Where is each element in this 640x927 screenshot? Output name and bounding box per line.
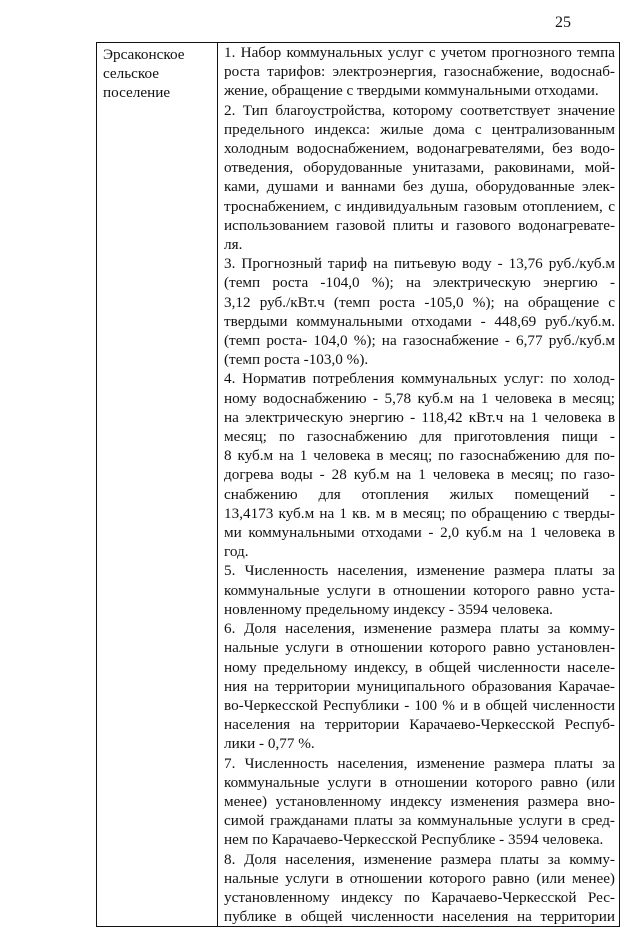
item-6-population-share bbox=[224, 619, 615, 753]
text-line: нальные услуги в отношении которого равно установлен- bbox=[224, 639, 615, 657]
text-line: использованием газовой плиты и газового водонагревате- bbox=[224, 216, 615, 234]
item-5-population-count bbox=[224, 561, 615, 619]
text-line: установленному индексу по Карачаево-Черкесской Рес- bbox=[224, 888, 615, 906]
item-1-utility-set bbox=[224, 43, 615, 101]
municipality-line: сельское bbox=[103, 65, 160, 82]
text-line: (темп роста -103,0 %). bbox=[224, 351, 369, 369]
text-line: (темп роста -104,0 %); на электрическую энергию - bbox=[224, 274, 615, 292]
text-line: новленному предельному индексу - 3594 человека. bbox=[224, 600, 553, 618]
content-cell bbox=[218, 43, 620, 927]
text-line: жение, обращение с твердыми коммунальными отходами. bbox=[224, 82, 599, 100]
item-4-consumption-norms bbox=[224, 369, 615, 561]
text-line: троснабжением, с индивидуальным газовым отоплением, с bbox=[224, 197, 615, 215]
text-line: 13,4173 куб.м на 1 кв. м в месяц; по обращению с тверды- bbox=[224, 504, 615, 522]
municipality-line: поселение bbox=[103, 84, 171, 101]
text-line: 7. Численность населения, изменение размера платы за bbox=[224, 754, 615, 772]
text-line: лики - 0,77 %. bbox=[224, 735, 315, 753]
municipality-name bbox=[97, 43, 217, 102]
text-line: 1. Набор коммунальных услуг с учетом прогнозного темпа bbox=[224, 44, 615, 61]
text-line: год. bbox=[224, 543, 249, 561]
text-line: во-Черкесской Республики - 100 % и в общей численности bbox=[224, 696, 615, 714]
text-line: симой гражданами платы за коммунальные услуги в сред- bbox=[224, 812, 615, 830]
municipality-cell bbox=[97, 43, 218, 927]
text-line: 5. Численность населения, изменение размера платы за bbox=[224, 562, 615, 580]
text-line: ному предельному индексу, в общей численности населе- bbox=[224, 658, 615, 676]
text-line: 8. Доля населения, изменение размера платы за комму- bbox=[224, 850, 615, 868]
text-line: 2. Тип благоустройства, которому соответствует значение bbox=[224, 101, 615, 119]
text-line: ля. bbox=[224, 236, 243, 254]
text-line: (темп роста- 104,0 %); на газоснабжение - 6,77 руб./куб.м bbox=[224, 332, 615, 350]
text-line: ному водоснабжению - 5,78 куб.м на 1 человека в месяц; bbox=[224, 389, 615, 407]
text-line: ками, душами и ваннами без душа, оборудованные элек- bbox=[224, 178, 615, 196]
item-3-forecast-tariffs bbox=[224, 254, 615, 369]
table-row bbox=[97, 43, 620, 927]
page-number: 25 bbox=[555, 14, 571, 31]
text-line: снабжению для отопления жилых помещений - bbox=[224, 485, 615, 503]
text-line: 8 куб.м на 1 человека в месяц; по газоснабжению для по- bbox=[224, 447, 615, 465]
text-line: холодным водоснабжением, водонагревателями, без водо- bbox=[224, 140, 615, 158]
text-line: на электрическую энергию - 118,42 кВт.ч на 1 человека в bbox=[224, 408, 615, 426]
text-line: ми коммунальными отходами - 2,0 куб.м на 1 человека в bbox=[224, 524, 615, 542]
text-line: коммунальные услуги в отношении которого равно (или bbox=[224, 773, 615, 791]
text-line: месяц; по газоснабжению для приготовления пищи - bbox=[224, 428, 615, 446]
text-line: догрева воды - 28 куб.м на 1 человека в месяц; по газо- bbox=[224, 466, 615, 484]
utilities-table bbox=[96, 42, 620, 927]
text-line: 4. Норматив потребления коммунальных услуг: по холод- bbox=[224, 370, 615, 388]
text-line: 3. Прогнозный тариф на питьевую воду - 13,76 руб./куб.м bbox=[224, 255, 615, 273]
text-line: коммунальные услуги в отношении которого равно уста- bbox=[224, 581, 615, 599]
text-line: отведения, оборудованные унитазами, раковинами, мой- bbox=[224, 159, 615, 177]
text-line: 3,12 руб./кВт.ч (темп роста -105,0 %); на обращение с bbox=[224, 293, 615, 311]
text-line: менее) установленному индексу изменения размера вно- bbox=[224, 792, 615, 810]
text-line: твердыми коммунальными отходами - 448,69 руб./куб.м. bbox=[224, 312, 615, 330]
text-line: 6. Доля населения, изменение размера платы за комму- bbox=[224, 620, 615, 638]
item-2-improvement-type bbox=[224, 101, 615, 255]
municipality-line: Эрсаконское bbox=[103, 46, 185, 63]
item-7-population-at-or-below-index bbox=[224, 754, 615, 850]
text-line: нем по Карачаево-Черкесской Республике - 3594 человека. bbox=[224, 831, 604, 849]
text-line: публике в общей численности населения на территории bbox=[224, 908, 615, 926]
indicator-list bbox=[218, 43, 619, 926]
text-line: ния на территории муниципального образования Карачае- bbox=[224, 677, 615, 695]
item-8-share-at-or-below-index bbox=[224, 850, 615, 927]
text-line: предельного индекса: жилые дома с централизованным bbox=[224, 120, 615, 138]
text-line: нальные услуги в отношении которого равно (или менее) bbox=[224, 869, 615, 887]
text-line: населения на территории Карачаево-Черкесской Респуб- bbox=[224, 716, 615, 734]
text-line: роста тарифов: электроэнергия, газоснабжение, водоснаб- bbox=[224, 63, 615, 81]
